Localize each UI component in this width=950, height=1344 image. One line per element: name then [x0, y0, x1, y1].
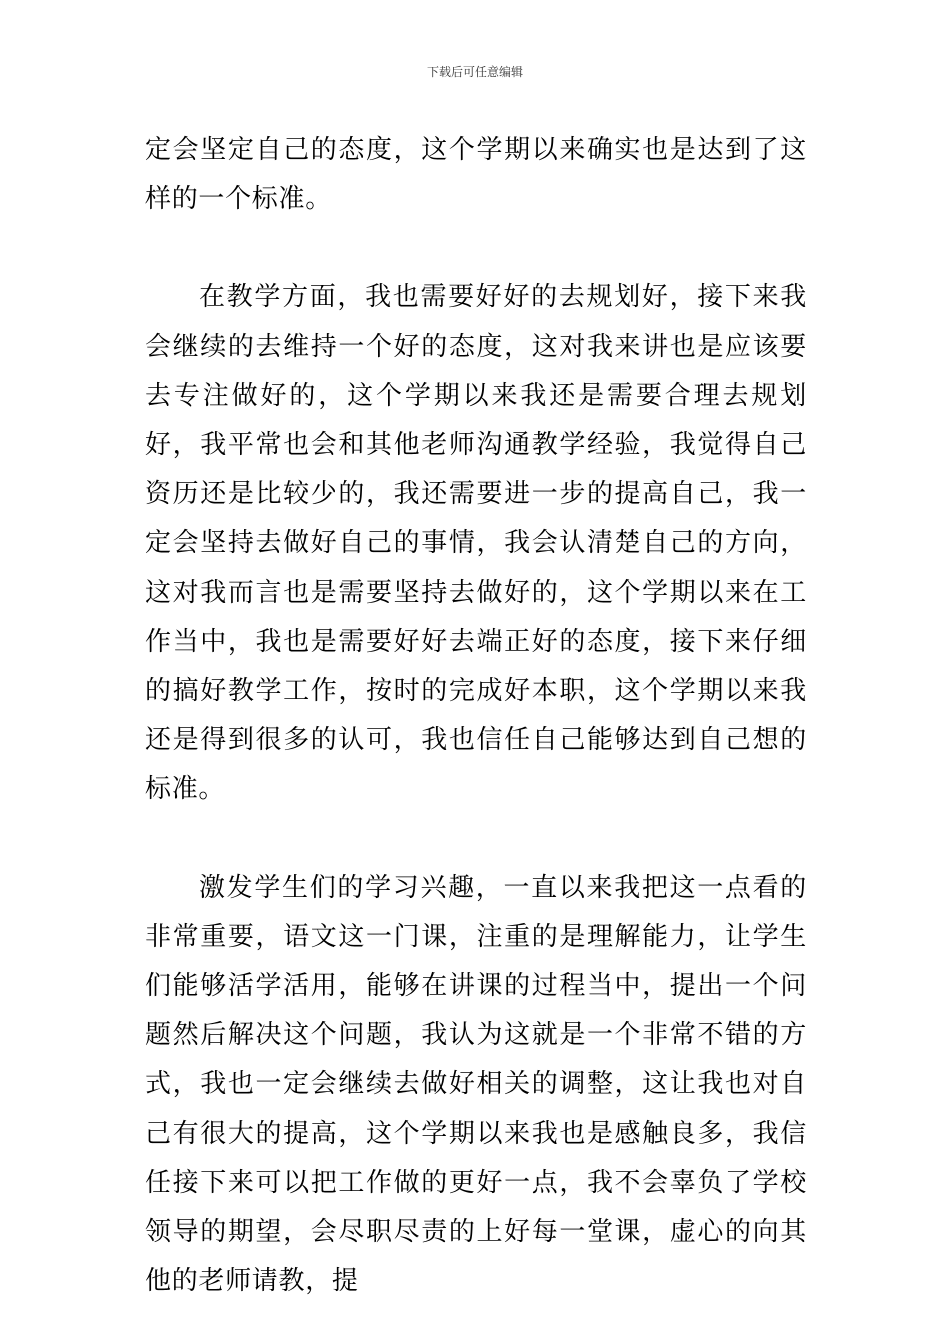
page-header: 下载后可任意编辑	[426, 65, 523, 79]
paragraph-teaching: 在教学方面，我也需要好好的去规划好，接下来我会继续的去维持一个好的态度，这对我来讲也是应该要去专注做好的，这个学期以来我还是需要合理去规划好，我平常也会和其他老师沟通教学经验，我觉得自己资历还是比较少的，我还需要进一步的提高自己，我一定会坚持去做好自己的事情，我会认清楚自己的方向，这对我而言也是需要坚持去做好的，这个学期以来在工作当中，我也是需要好好去端正好的态度，接下来仔细的搞好教学工作，按时的完成好本职，这个学期以来我还是得到很多的认可，我也信任自己能够达到自己想的标准。	[145, 282, 807, 805]
paragraph-continuation: 定会坚定自己的态度，这个学期以来确实也是达到了这样的一个标准。	[145, 135, 807, 215]
paragraph-student-interest: 激发学生们的学习兴趣，一直以来我把这一点看的非常重要，语文这一门课，注重的是理解能力，让学生们能够活学活用，能够在讲课的过程当中，提出一个问题然后解决这个问题，我认为这就是一个非常不错的方式，我也一定会继续去做好相关的调整，这让我也对自己有很大的提高，这个学期以来我也是感触良多，我信任接下来可以把工作做的更好一点，我不会辜负了学校领导的期望，会尽职尽责的上好每一堂课，虚心的向其他的老师请教，提	[145, 872, 807, 1297]
document-body	[145, 126, 807, 1306]
